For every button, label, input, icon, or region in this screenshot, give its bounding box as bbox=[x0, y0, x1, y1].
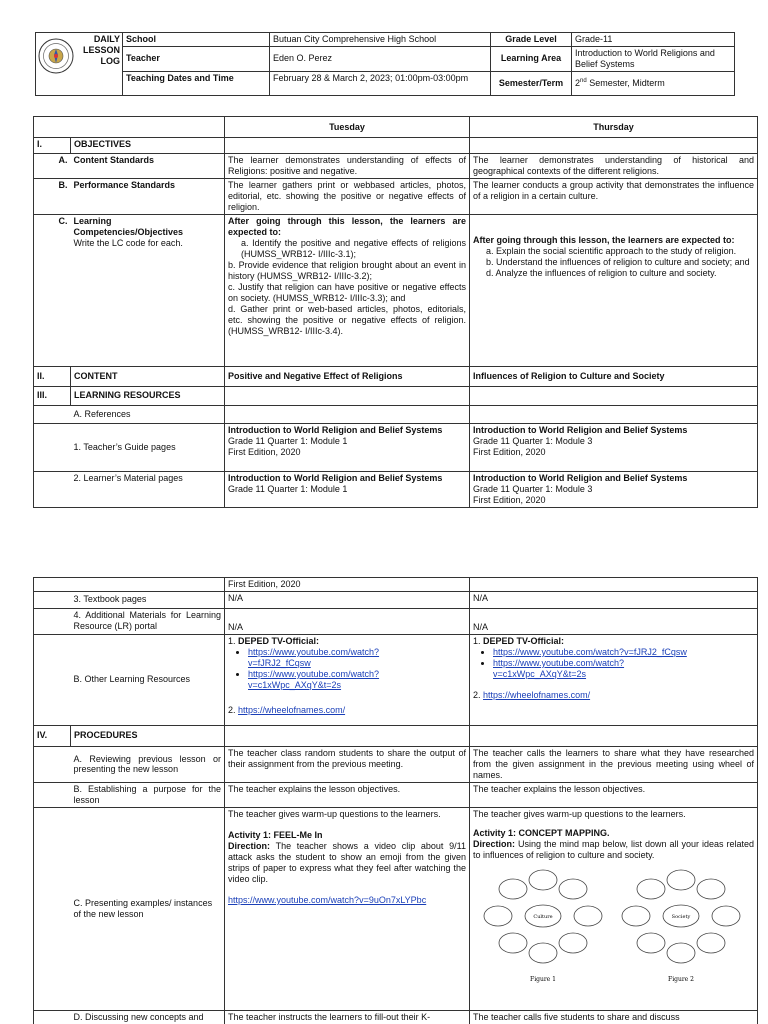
additional-tuesday: N/A bbox=[225, 608, 470, 634]
grade-level-label: Grade Level bbox=[491, 33, 572, 47]
purpose-thursday: The teacher explains the lesson objectives. bbox=[470, 782, 758, 807]
wheel-of-names-link-thu[interactable]: https://wheelofnames.com/ bbox=[483, 689, 591, 700]
other-resources-label: B. Other Learning Resources bbox=[71, 634, 225, 725]
teacher-value: Eden O. Perez bbox=[270, 46, 491, 71]
content-thursday: Influences of Religion to Culture and Society bbox=[470, 366, 758, 386]
examples-thursday: The teacher gives warm-up questions to the learners. Activity 1: CONCEPT MAPPING. Direction: Using the mind map below, list down all your ideas related to influences of religion to culture and society. Culture Society Figure 1 Figure 2 bbox=[470, 807, 758, 1010]
procedures-heading: PROCEDURES bbox=[71, 725, 225, 746]
deped-seal-icon bbox=[38, 38, 74, 74]
discussing-label: D. Discussing new concepts and bbox=[71, 1010, 225, 1024]
discussing-thursday: The teacher calls five students to share and discuss bbox=[470, 1010, 758, 1024]
examples-tuesday: The teacher gives warm-up questions to the learners. Activity 1: FEEL-Me In Direction: The teacher shows a video clip about 9/11 attack asks the student to show an emoji from the given strips of paper to express what they feel after watching the video clip. https://www.youtube.com/watch?v=9uOn7xLYPbc bbox=[225, 807, 470, 1010]
reviewing-thursday: The teacher calls the learners to share what they have researched from the given assignment in the previous meeting using wheel of names. bbox=[470, 746, 758, 782]
figure-2-caption: Figure 2 bbox=[668, 975, 694, 983]
performance-standards-label: Performance Standards bbox=[71, 178, 225, 214]
logo-cell bbox=[36, 33, 123, 96]
deped-tv-link-1[interactable]: https://www.youtube.com/watch? v=fJRJ2_fCqsw bbox=[248, 646, 380, 668]
content-standards-tuesday: The learner demonstrates understanding of effects of Religions: positive and negative. bbox=[225, 154, 470, 179]
learning-area-value: Introduction to World Religions and Belief Systems bbox=[572, 46, 735, 71]
semester-label: Semester/Term bbox=[491, 71, 572, 95]
content-heading: CONTENT bbox=[71, 366, 225, 386]
other-resources-thursday: 1. DEPED TV-Official: • https://www.youtube.com/watch?v=fJRJ2_fCqsw • https://www.youtube.com/watch? v=c1xWpc_AXqY&t=2s 2. https://wheelofnames.com/ bbox=[470, 634, 758, 725]
purpose-tuesday: The teacher explains the lesson objectives. bbox=[225, 782, 470, 807]
dates-label: Teaching Dates and Time bbox=[123, 71, 270, 95]
deped-tv-link-2[interactable]: https://www.youtube.com/watch? v=c1xWpc_AXqY&t=2s bbox=[248, 668, 380, 690]
reviewing-tuesday: The teacher class random students to share the output of their assignment from the previous meeting. bbox=[225, 746, 470, 782]
learners-material-tuesday-cont: First Edition, 2020 bbox=[225, 578, 470, 592]
deped-tv-link-2-thu[interactable]: https://www.youtube.com/watch? v=c1xWpc_AXqY&t=2s bbox=[493, 657, 625, 679]
objectives-num: I. bbox=[34, 138, 71, 154]
figure-1-center-label: Culture bbox=[533, 913, 553, 920]
content-standards-thursday: The learner demonstrates understanding of historical and geographical contexts of the different religions. bbox=[470, 154, 758, 179]
references-label: A. References bbox=[71, 405, 225, 423]
textbook-tuesday: N/A bbox=[225, 591, 470, 608]
competencies-thursday: After going through this lesson, the learners are expected to: a. Explain the social scientific approach to the study of religion. b. Understand the influences of religion to culture and society; and d. Analyze the influences of religion to culture and society. bbox=[470, 214, 758, 366]
deped-tv-link-1-thu[interactable]: https://www.youtube.com/watch?v=fJRJ2_fCqsw bbox=[493, 646, 687, 657]
examples-label: C. Presenting examples/ instances of the new lesson bbox=[71, 807, 225, 1010]
concept-map-figures bbox=[473, 863, 753, 987]
reviewing-label: A. Reviewing previous lesson or presenting the new lesson bbox=[71, 746, 225, 782]
grade-level-value: Grade-11 bbox=[572, 33, 735, 47]
purpose-label: B. Establishing a purpose for the lesson bbox=[71, 782, 225, 807]
video-911-link[interactable]: https://www.youtube.com/watch?v=9uOn7xLYPbc bbox=[228, 894, 427, 905]
objectives-heading: OBJECTIVES bbox=[71, 138, 225, 154]
teachers-guide-thursday: Introduction to World Religion and Belief Systems Grade 11 Quarter 1: Module 3 First Edition, 2020 bbox=[470, 423, 758, 471]
header-table bbox=[35, 32, 735, 96]
textbook-label: 3. Textbook pages bbox=[71, 591, 225, 608]
content-standards-label: Content Standards bbox=[71, 154, 225, 179]
semester-value: 2nd Semester, Midterm bbox=[572, 71, 735, 95]
performance-standards-tuesday: The learner gathers print or webbased articles, photos, editorial, etc. showing the positive or negative effects of religion. bbox=[225, 178, 470, 214]
lesson-table-page-2: First Edition, 2020 3. Textbook pages N/A N/A 4. Additional Materials for Learning Resource (LR) portal N/A N/A B. Other Learning Resources 1. DEPED TV-Official: • https://www.youtube.com/watch? v=fJRJ2_fCqsw • https://www.youtube.com/watch? v=c1xWpc_AXqY&t=2s 2. https://wheelofnames.com/ 1. DEPED TV-Official: • https://www.youtube.com/watch?v=fJRJ2_fCqsw • https://www.youtube.com/watch? v=c1xWpc_AXqY&t=2s 2. https://wheelofnames.com/ IV. PROCEDURES A. Reviewing previous lesson or presenting the new lesson The teacher class random students to share the output of their assignment from the previous meeting. The teacher calls the learners to share what they have researched from the given assignment in the previous meeting using wheel of names. B. Establishing a purpose for the lesson The teacher explains the lesson objectives. The teacher explains the lesson objectives. C. Presenting examples/ instances of the new lesson The teacher gives warm-up questions to the learners. Activity 1: FEEL-Me In Direction: The teacher shows a video clip about 9/11 attack asks the student to show an emoji from the given strips of paper to express what they feel after watching the video clip. https://www.youtube.com/watch?v=9uOn7xLYPbc The teacher gives warm-up questions to the learners. Activity 1: CONCEPT MAPPING. Direction: Using the mind map below, list down all your ideas related to influences of religion to culture and society. Culture Society Figure 1 Figure 2 D. Discussing new concepts and The teacher instructs the learners to fill-out their K- The teacher calls five students to share and discuss bbox=[33, 577, 758, 1024]
tuesday-header: Tuesday bbox=[225, 117, 470, 138]
learners-material-thursday: Introduction to World Religion and Belief Systems Grade 11 Quarter 1: Module 3 First Edition, 2020 bbox=[470, 471, 758, 507]
figure-2-center-label: Society bbox=[671, 913, 691, 920]
content-tuesday: Positive and Negative Effect of Religions bbox=[225, 366, 470, 386]
school-label: School bbox=[123, 33, 270, 47]
performance-standards-thursday: The learner conducts a group activity that demonstrates the influence of a religion in a certain culture. bbox=[470, 178, 758, 214]
teacher-label: Teacher bbox=[123, 46, 270, 71]
lesson-table-page-1: Tuesday Thursday I. OBJECTIVES A. Content Standards The learner demonstrates understanding of effects of Religions: positive and negative. The learner demonstrates understanding of historical and geographical contexts of the different religions. B. Performance Standards The learner gathers print or webbased articles, photos, editorial, etc. showing the positive or negative effects of religion. The learner conducts a group activity that demonstrates the influence of a religion in a certain culture. C. Learning Competencies/Objectives Write the LC code for each. After going through this lesson, the learners are expected to: a. Identify the positive and negative effects of religions (HUMSS_WRB12- I/IIIc-3.1); b. Provide evidence that religion brought about an event in history (HUMSS_WRB12- I/IIIc-3.2); c. Justify that religion can have positive or negative effects on society. (HUMSS_WRB12- I/IIIc-3.3); and d. Gather print or web-based articles, photos, editorials, etc. showing the positive or negative effects of religion. (HUMSS_WRB12- I/IIIc-3.4). After going through this lesson, the learners are expected to: a. Explain the social scientific approach to the study of religion. b. Understand the influences of religion to culture and society; and d. Analyze the influences of religion to culture and society. II. CONTENT Positive and Negative Effect of Religions Influences of Religion to Culture and Society III. LEARNING RESOURCES A. References 1. Teacher’s Guide pages Introduction to World Religion and Belief Systems Grade 11 Quarter 1: Module 1 First Edition, 2020 Introduction to World Religion and Belief Systems Grade 11 Quarter 1: Module 3 First Edition, 2020 2. Learner’s Material pages Introduction to World Religion and Belief Systems Grade 11 Quarter 1: Module 1 Introduction to World Religion and Belief Systems Grade 11 Quarter 1: Module 3 First Edition, 2020 bbox=[33, 116, 758, 508]
competencies-label: Learning Competencies/Objectives Write the LC code for each. bbox=[71, 214, 225, 366]
competencies-tuesday: After going through this lesson, the learners are expected to: a. Identify the positive and negative effects of religions (HUMSS_WRB12- I/IIIc-3.1); b. Provide evidence that religion brought about an event in history (HUMSS_WRB12- I/IIIc-3.2); c. Justify that religion can have positive or negative effects on society. (HUMSS_WRB12- I/IIIc-3.3); and d. Gather print or web-based articles, photos, editorials, etc. showing the positive or negative effects of religion. (HUMSS_WRB12- I/IIIc-3.4). bbox=[225, 214, 470, 366]
learners-material-label: 2. Learner’s Material pages bbox=[71, 471, 225, 507]
daily-lesson-log-text: DAILY LESSON LOG bbox=[82, 34, 120, 66]
learners-material-tuesday: Introduction to World Religion and Belief Systems Grade 11 Quarter 1: Module 1 bbox=[225, 471, 470, 507]
other-resources-tuesday: 1. DEPED TV-Official: • https://www.youtube.com/watch? v=fJRJ2_fCqsw • https://www.youtube.com/watch? v=c1xWpc_AXqY&t=2s 2. https://wheelofnames.com/ bbox=[225, 634, 470, 725]
thursday-header: Thursday bbox=[470, 117, 758, 138]
additional-materials-label: 4. Additional Materials for Learning Resource (LR) portal bbox=[71, 608, 225, 634]
teachers-guide-label: 1. Teacher’s Guide pages bbox=[71, 423, 225, 471]
discussing-tuesday: The teacher instructs the learners to fill-out their K- bbox=[225, 1010, 470, 1024]
school-value: Butuan City Comprehensive High School bbox=[270, 33, 491, 47]
additional-thursday: N/A bbox=[470, 608, 758, 634]
textbook-thursday: N/A bbox=[470, 591, 758, 608]
learning-resources-heading: LEARNING RESOURCES bbox=[71, 386, 225, 405]
learning-area-label: Learning Area bbox=[491, 46, 572, 71]
teachers-guide-tuesday: Introduction to World Religion and Belief Systems Grade 11 Quarter 1: Module 1 First Edition, 2020 bbox=[225, 423, 470, 471]
wheel-of-names-link[interactable]: https://wheelofnames.com/ bbox=[238, 704, 346, 715]
dates-value: February 28 & March 2, 2023; 01:00pm-03:00pm bbox=[270, 71, 491, 95]
figure-1-caption: Figure 1 bbox=[530, 975, 556, 983]
